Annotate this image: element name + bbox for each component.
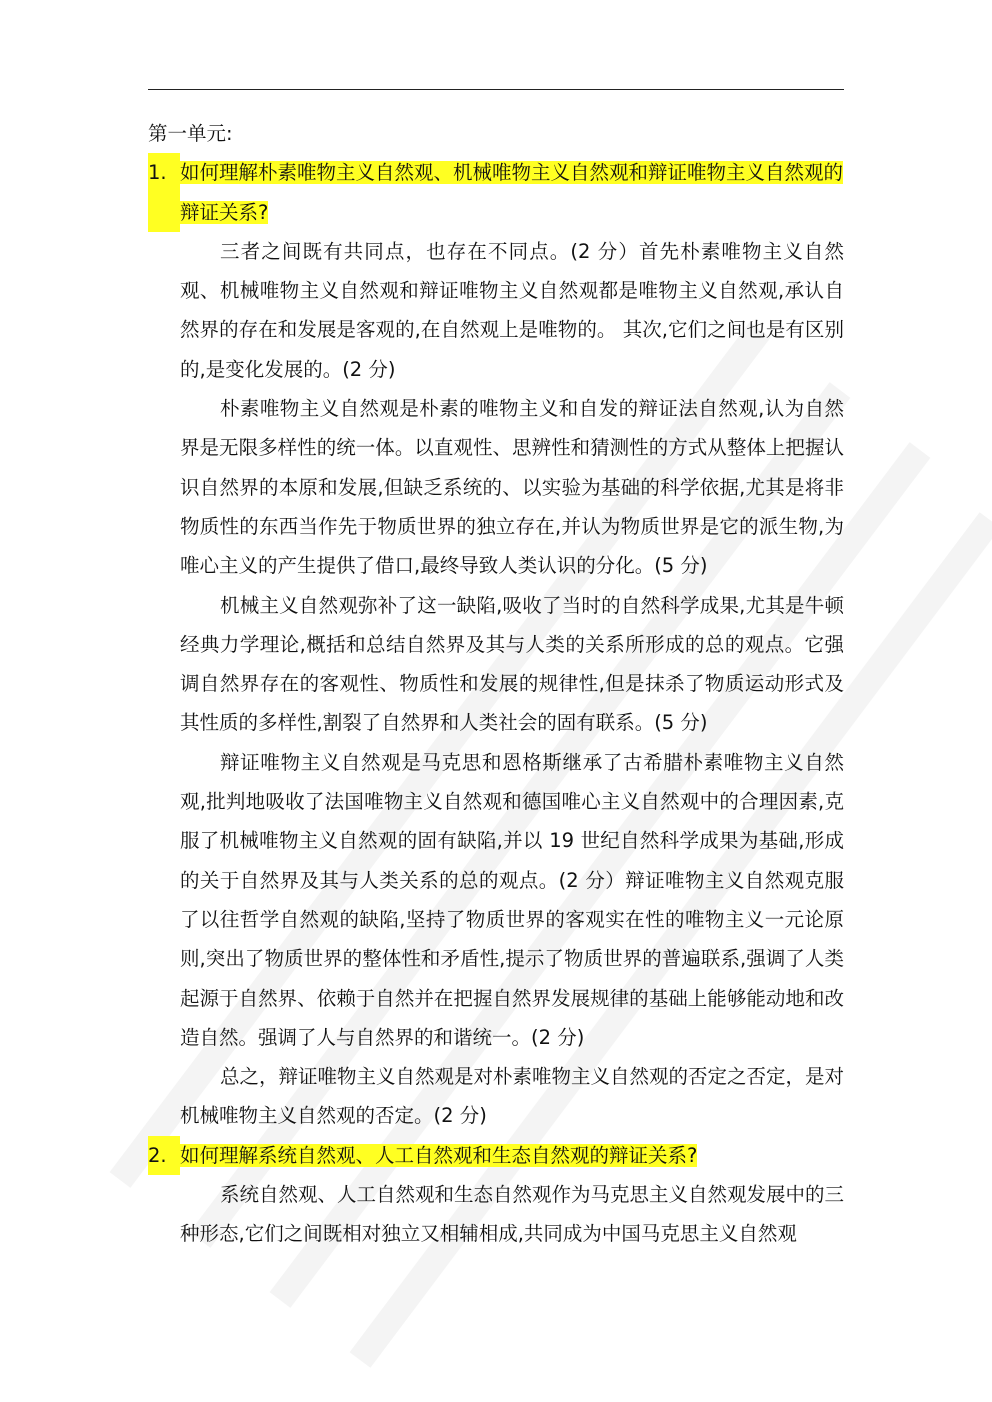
header-rule — [148, 89, 844, 90]
answer-paragraph: 辩证唯物主义自然观是马克思和恩格斯继承了古希腊朴素唯物主义自然观,批判地吸收了法国唯物主义自然观和德国唯心主义自然观中的合理因素,克服了机械唯物主义自然观的固有缺陷,并以 19 世纪自然科学成果为基础,形成的关于自然界及其与人类关系的总的观点。(2 分）辩证唯物主义自然观克服了以往哲学自然观的缺陷,坚持了物质世界的客观实在性的唯物主义一元论原则,突出了物质世界的整体性和矛盾性,提示了物质世界的普遍联系,强调了人类起源于自然界、依赖于自然并在把握自然界发展规律的基础上能够能动地和改造自然。强调了人与自然界的和谐统一。(2 分) — [180, 750, 844, 1049]
answer-paragraph: 机械主义自然观弥补了这一缺陷,吸收了当时的自然科学成果,尤其是牛顿经典力学理论,概括和总结自然界及其与人类的关系所形成的总的观点。它强调自然界存在的客观性、物质性和发展的规律性,但是抹杀了物质运动形式及其性质的多样性,割裂了自然界和人类社会的固有联系。(5 分) — [180, 593, 844, 735]
question-number: 1. — [148, 153, 180, 232]
question-text: 如何理解朴素唯物主义自然观、机械唯物主义自然观和辩证唯物主义自然观的辩证关系? — [180, 161, 844, 224]
question-1-heading — [148, 153, 844, 232]
answer-paragraph: 朴素唯物主义自然观是朴素的唯物主义和自发的辩证法自然观,认为自然界是无限多样性的统一体。以直观性、思辨性和猜测性的方式从整体上把握认识自然界的本原和发展,但缺乏系统的、以实验为基础的科学依据,尤其是将非物质性的东西当作先于物质世界的独立存在,并认为物质世界是它的派生物,为唯心主义的产生提供了借口,最终导致人类认识的分化。(5 分) — [180, 397, 844, 578]
answer-paragraph: 总之，辩证唯物主义自然观是对朴素唯物主义自然观的否定之否定，是对机械唯物主义自然观的否定。(2 分) — [180, 1065, 845, 1128]
document-body — [148, 114, 844, 1254]
question-2-heading — [148, 1136, 844, 1175]
answer-paragraph: 系统自然观、人工自然观和生态自然观作为马克思主义自然观发展中的三种形态,它们之间既相对独立又相辅相成,共同成为中国马克思主义自然观 — [180, 1183, 845, 1246]
answer-paragraph: 三者之间既有共同点，也存在不同点。(2 分）首先朴素唯物主义自然观、机械唯物主义自然观和辩证唯物主义自然观都是唯物主义自然观,承认自然界的存在和发展是客观的,在自然观上是唯物的。 其次,它们之间也是有区别的,是变化发展的。(2 分) — [180, 239, 844, 381]
question-number: 2. — [148, 1136, 180, 1175]
question-text: 如何理解系统自然观、人工自然观和生态自然观的辩证关系? — [180, 1143, 698, 1167]
unit-title: 第一单元: — [148, 122, 233, 145]
